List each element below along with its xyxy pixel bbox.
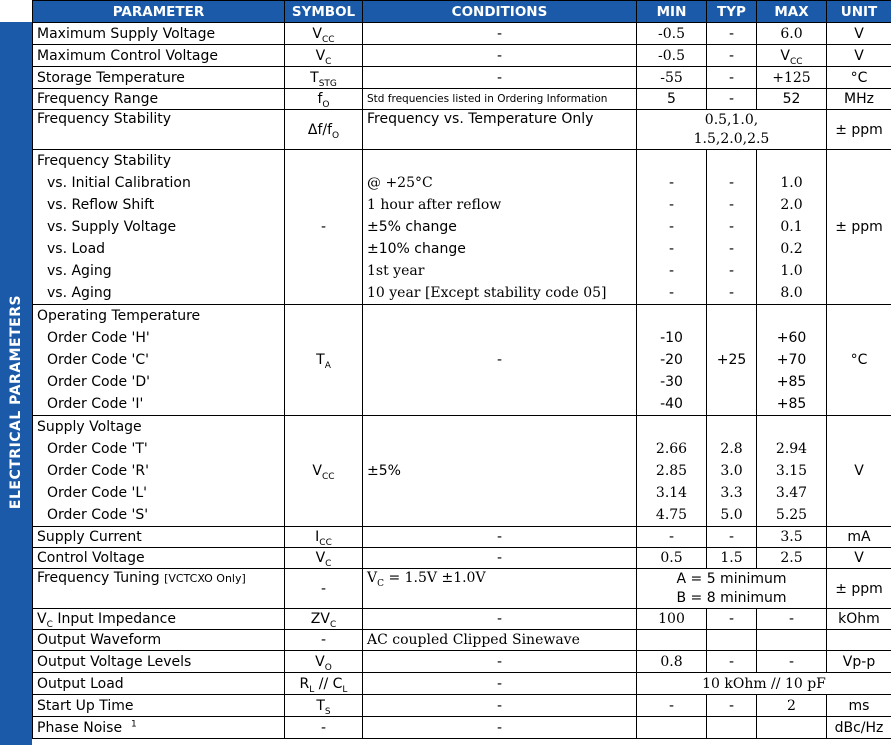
conditions-cell: Frequency vs. Temperature Only: [363, 110, 637, 150]
max-cell: [757, 717, 827, 739]
symbol-cell: $f_O$: [285, 89, 363, 110]
side-label: ELECTRICAL PARAMETERS: [8, 294, 24, 510]
max-cell: 1.0 2.0 0.1 0.2 1.0 8.0: [757, 150, 827, 305]
min-cell: 5: [637, 89, 707, 110]
value-cell: 0.5,1.0, 1.5,2.0,2.5: [637, 110, 827, 150]
typ-cell: -: [707, 695, 757, 717]
max-cell: 2.5: [757, 548, 827, 569]
parameter-cell: Output Waveform: [33, 630, 285, 651]
unit-cell: kOhm: [827, 609, 891, 630]
conditions-cell: -: [363, 45, 637, 67]
table-row: [33, 67, 891, 89]
value-cell: 10 kOhm // 10 pF: [637, 673, 891, 695]
parameter-cell: Operating Temperature Order Code 'H' Order Code 'C' Order Code 'D' Order Code 'I': [33, 305, 285, 416]
table-row: [33, 416, 891, 527]
value-cell: A = 5 minimum B = 8 minimum: [637, 569, 827, 609]
parameter-cell: Output Voltage Levels: [33, 651, 285, 673]
typ-cell: -: [707, 609, 757, 630]
parameter-cell: Frequency Tuning [VCTCXO Only]: [33, 569, 285, 609]
table-row: [33, 150, 891, 305]
unit-cell: °C: [827, 305, 891, 416]
max-cell: -: [757, 609, 827, 630]
symbol-cell: $V_C$: [285, 45, 363, 67]
table-row: [33, 23, 891, 45]
symbol-cell: $V_{CC}$: [285, 23, 363, 45]
conditions-cell: -: [363, 23, 637, 45]
table-row: [33, 673, 891, 695]
max-cell: 2.94 3.15 3.47 5.25: [757, 416, 827, 527]
table-row: [33, 569, 891, 609]
symbol-cell: $T_{STG}$: [285, 67, 363, 89]
symbol-cell: $T_A$: [285, 305, 363, 416]
parameter-cell: Maximum Control Voltage: [33, 45, 285, 67]
symbol-cell: $V_C$: [285, 548, 363, 569]
conditions-cell: -: [363, 695, 637, 717]
symbol-cell: $V_{CC}$: [285, 416, 363, 527]
unit-cell: ± ppm: [827, 569, 891, 609]
parameter-cell: Storage Temperature: [33, 67, 285, 89]
header-parameter: PARAMETER: [33, 1, 285, 23]
table-row: [33, 695, 891, 717]
conditions-cell: -: [363, 717, 637, 739]
parameter-cell: Start Up Time: [33, 695, 285, 717]
unit-cell: V: [827, 416, 891, 527]
unit-cell: [827, 630, 891, 651]
conditions-cell: ±5%: [363, 416, 637, 527]
max-cell: 3.5: [757, 527, 827, 548]
unit-cell: V: [827, 45, 891, 67]
unit-cell: °C: [827, 67, 891, 89]
parameter-cell: Frequency Stability: [33, 110, 285, 150]
unit-cell: ± ppm: [827, 150, 891, 305]
typ-cell: [707, 630, 757, 651]
min-cell: [637, 717, 707, 739]
unit-cell: MHz: [827, 89, 891, 110]
header-min: MIN: [637, 1, 707, 23]
max-cell: -: [757, 651, 827, 673]
min-cell: 0.5: [637, 548, 707, 569]
parameter-cell: Phase Noise $^1$: [33, 717, 285, 739]
table-row: [33, 609, 891, 630]
min-cell: -10 -20 -30 -40: [637, 305, 707, 416]
unit-cell: V: [827, 548, 891, 569]
typ-cell: [707, 717, 757, 739]
parameter-cell: Frequency Stability vs. Initial Calibration vs. Reflow Shift vs. Supply Voltage vs. Load vs. Aging vs. Aging: [33, 150, 285, 305]
table-row: [33, 305, 891, 416]
max-cell: $V_{CC}$: [757, 45, 827, 67]
min-cell: -: [637, 695, 707, 717]
conditions-cell: -: [363, 305, 637, 416]
parameter-cell: Control Voltage: [33, 548, 285, 569]
typ-cell: +25: [707, 305, 757, 416]
parameter-cell: Supply Voltage Order Code 'T' Order Code 'R' Order Code 'L' Order Code 'S': [33, 416, 285, 527]
header-conditions: CONDITIONS: [363, 1, 637, 23]
side-band: [0, 22, 32, 745]
header-max: MAX: [757, 1, 827, 23]
conditions-cell: -: [363, 673, 637, 695]
symbol-cell: $V_O$: [285, 651, 363, 673]
parameter-cell: Frequency Range: [33, 89, 285, 110]
unit-cell: Vp-p: [827, 651, 891, 673]
parameter-cell: $V_C$ Input Impedance: [33, 609, 285, 630]
header-unit: UNIT: [827, 1, 891, 23]
symbol-cell: -: [285, 569, 363, 609]
symbol-cell: -: [285, 630, 363, 651]
typ-cell: -: [707, 67, 757, 89]
min-cell: 2.66 2.85 3.14 4.75: [637, 416, 707, 527]
table-row: [33, 45, 891, 67]
unit-cell: mA: [827, 527, 891, 548]
conditions-cell: Std frequencies listed in Ordering Information: [363, 89, 637, 110]
conditions-cell: @ +25°C 1 hour after reflow ±5% change ±10% change 1st year 10 year [Except stability code 05]: [363, 150, 637, 305]
table-row: [33, 630, 891, 651]
min-cell: 100: [637, 609, 707, 630]
symbol-cell: $ZV_C$: [285, 609, 363, 630]
parameter-cell: Output Load: [33, 673, 285, 695]
header-symbol: SYMBOL: [285, 1, 363, 23]
symbol-cell: -: [285, 717, 363, 739]
min-cell: 0.8: [637, 651, 707, 673]
typ-cell: -: [707, 45, 757, 67]
unit-cell: dBc/Hz: [827, 717, 891, 739]
unit-cell: V: [827, 23, 891, 45]
typ-cell: -: [707, 527, 757, 548]
min-cell: -0.5: [637, 45, 707, 67]
table-header-row: [33, 1, 891, 23]
table-row: [33, 527, 891, 548]
parameter-cell: Supply Current: [33, 527, 285, 548]
table-row: [33, 548, 891, 569]
symbol-cell: -: [285, 150, 363, 305]
spec-table: [32, 0, 891, 739]
symbol-cell: $I_{CC}$: [285, 527, 363, 548]
typ-cell: 1.5: [707, 548, 757, 569]
min-cell: -: [637, 527, 707, 548]
typ-cell: -: [707, 89, 757, 110]
conditions-cell: -: [363, 67, 637, 89]
conditions-cell: $V_C = 1.5V \pm 1.0V$: [363, 569, 637, 609]
symbol-cell: $T_S$: [285, 695, 363, 717]
typ-cell: - - - - - -: [707, 150, 757, 305]
header-typ: TYP: [707, 1, 757, 23]
conditions-cell: -: [363, 609, 637, 630]
table-row: [33, 89, 891, 110]
conditions-cell: -: [363, 548, 637, 569]
max-cell: 52: [757, 89, 827, 110]
conditions-cell: -: [363, 527, 637, 548]
typ-cell: -: [707, 651, 757, 673]
unit-cell: ms: [827, 695, 891, 717]
min-cell: - - - - - -: [637, 150, 707, 305]
max-cell: 2: [757, 695, 827, 717]
table-row: [33, 110, 891, 150]
parameter-cell: Maximum Supply Voltage: [33, 23, 285, 45]
conditions-cell: AC coupled Clipped Sinewave: [363, 630, 637, 651]
table-row: [33, 717, 891, 739]
min-cell: -55: [637, 67, 707, 89]
unit-cell: ± ppm: [827, 110, 891, 150]
min-cell: [637, 630, 707, 651]
max-cell: [757, 630, 827, 651]
symbol-cell: $\Delta f/f_O$: [285, 110, 363, 150]
typ-cell: 2.8 3.0 3.3 5.0: [707, 416, 757, 527]
min-cell: -0.5: [637, 23, 707, 45]
typ-cell: -: [707, 23, 757, 45]
max-cell: +60 +70 +85 +85: [757, 305, 827, 416]
table-row: [33, 651, 891, 673]
max-cell: +125: [757, 67, 827, 89]
symbol-cell: $R_L // C_L$: [285, 673, 363, 695]
conditions-cell: -: [363, 651, 637, 673]
max-cell: 6.0: [757, 23, 827, 45]
